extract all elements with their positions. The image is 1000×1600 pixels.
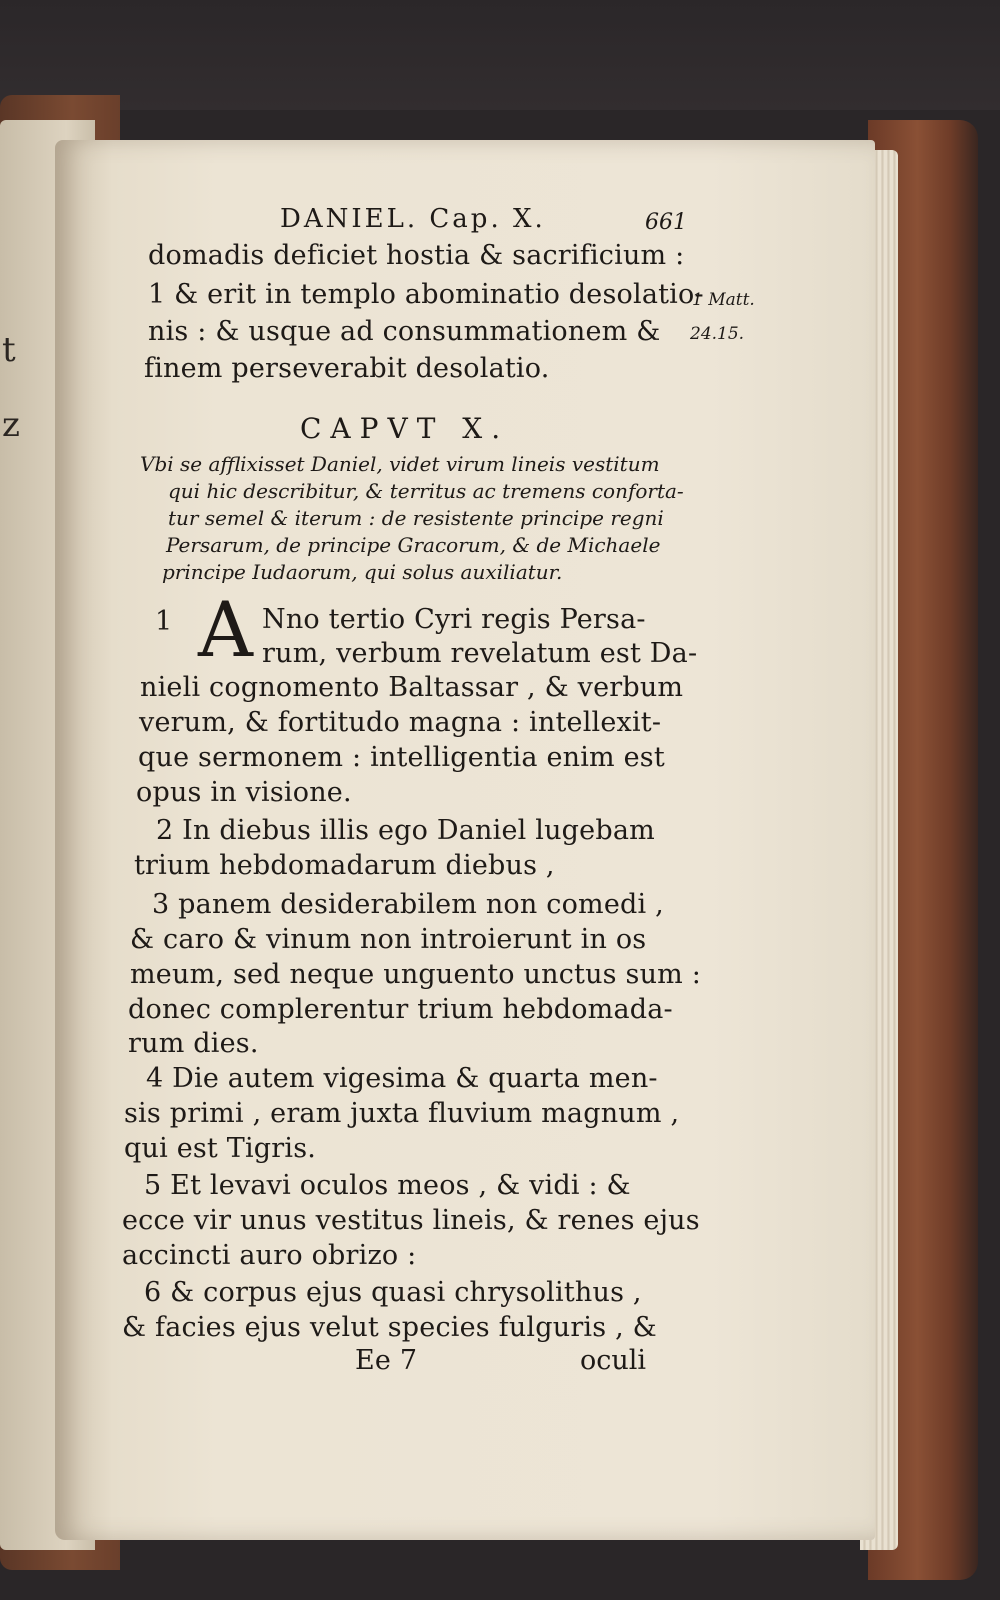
text-line: sis primi , eram juxta fluvium magnum , (124, 1098, 680, 1129)
text-line: rum dies. (128, 1028, 259, 1059)
background-table (0, 0, 1000, 110)
chapter-heading: CAPVT X. (300, 412, 510, 445)
text-line: donec complerentur trium hebdomada- (128, 994, 673, 1025)
text-line: & facies ejus velut species fulguris , & (122, 1312, 657, 1343)
text-line: qui est Tigris. (124, 1133, 317, 1164)
previous-page-fragment: t (2, 330, 16, 370)
text-line: nieli cognomento Baltassar , & verbum (140, 672, 684, 703)
text-line: 6 & corpus ejus quasi chrysolithus , (144, 1277, 642, 1308)
text-line: finem perseverabit desolatio. (144, 353, 550, 384)
verse-number: 1 (155, 606, 173, 637)
text-line: domadis deficiet hostia & sacrificium : (148, 240, 685, 271)
text-line: & caro & vinum non introierunt in os (130, 924, 647, 955)
text-line: que sermonem : intelligentia enim est (138, 742, 665, 773)
text-line: rum, verbum revelatum est Da- (262, 638, 698, 669)
chapter-summary-line: Vbi se afflixisset Daniel, videt virum lineis vestitum (140, 452, 660, 476)
text-line: 3 panem desiderabilem non comedi , (152, 889, 664, 920)
text-line: 1 & erit in templo abominatio desolatio- (148, 279, 704, 310)
catchword: oculi (580, 1345, 647, 1376)
text-line: nis : & usque ad consummationem & (148, 316, 661, 347)
margin-note: 1 Matt. (692, 290, 755, 310)
text-line: 5 Et levavi oculos meos , & vidi : & (144, 1170, 631, 1201)
text-line: verum, & fortitudo magna : intellexit- (139, 707, 662, 738)
chapter-summary-line: Persarum, de principe Gracorum, & de Michaele (166, 533, 661, 557)
page-number: 661 (645, 210, 687, 235)
text-line: accincti auro obrizo : (122, 1240, 417, 1271)
previous-page-fragment: z (2, 405, 20, 445)
drop-cap: A (198, 585, 253, 674)
text-line: Nno tertio Cyri regis Persa- (262, 604, 646, 635)
chapter-summary-line: qui hic describitur, & territus ac tremens conforta- (168, 479, 684, 503)
margin-note: 24.15. (690, 324, 745, 344)
chapter-summary-line: principe Iudaorum, qui solus auxiliatur. (162, 560, 563, 584)
text-line: 2 In diebus illis ego Daniel lugebam (156, 815, 655, 846)
chapter-summary-line: tur semel & iterum : de resistente principe regni (168, 506, 664, 530)
signature-mark: Ee 7 (355, 1345, 418, 1376)
running-head-title: DANIEL. Cap. X. (280, 204, 546, 234)
text-line: ecce vir unus vestitus lineis, & renes ejus (122, 1205, 700, 1236)
text-line: opus in visione. (136, 777, 352, 808)
text-line: meum, sed neque unguento unctus sum : (130, 959, 702, 990)
text-line: 4 Die autem vigesima & quarta men- (146, 1063, 658, 1094)
text-line: trium hebdomadarum diebus , (134, 850, 555, 881)
